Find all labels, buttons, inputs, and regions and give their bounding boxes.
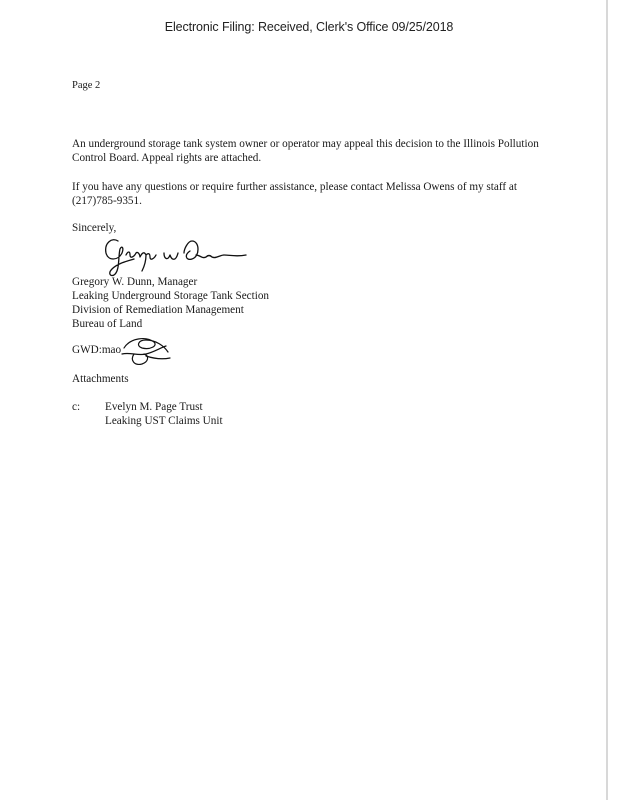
signatory-division: Division of Remediation Management bbox=[72, 304, 244, 316]
signatory-section: Leaking Underground Storage Tank Section bbox=[72, 290, 270, 302]
contact-paragraph: If you have any questions or require further assistance, please contact Melissa Owens of my staff at (217)785-9351. bbox=[72, 181, 517, 207]
reference-initials-row bbox=[72, 340, 192, 370]
signatory-name-title: Gregory W. Dunn, Manager bbox=[72, 276, 198, 288]
signature-block bbox=[72, 275, 269, 331]
cc-recipient: Leaking UST Claims Unit bbox=[105, 415, 223, 427]
page-edge-shadow bbox=[606, 0, 608, 800]
attachments-note: Attachments bbox=[72, 373, 129, 385]
closing-salutation: Sincerely, bbox=[72, 222, 117, 234]
cc-recipient: Evelyn M. Page Trust bbox=[105, 401, 203, 413]
page-number: Page 2 bbox=[72, 80, 101, 91]
handwritten-signature bbox=[96, 233, 256, 277]
appeal-paragraph: An underground storage tank system owner or operator may appeal this decision to the Illinois Pollution Control Board. Appeal rights are attached. bbox=[72, 138, 539, 164]
cc-label: c: bbox=[72, 401, 81, 413]
handwritten-initials-mark bbox=[116, 334, 174, 368]
signatory-bureau: Bureau of Land bbox=[72, 318, 143, 330]
cc-recipient-list bbox=[105, 400, 223, 428]
reference-initials: GWD:mao bbox=[72, 344, 122, 356]
filing-stamp: Electronic Filing: Received, Clerk's Office 09/25/2018 bbox=[164, 20, 454, 34]
